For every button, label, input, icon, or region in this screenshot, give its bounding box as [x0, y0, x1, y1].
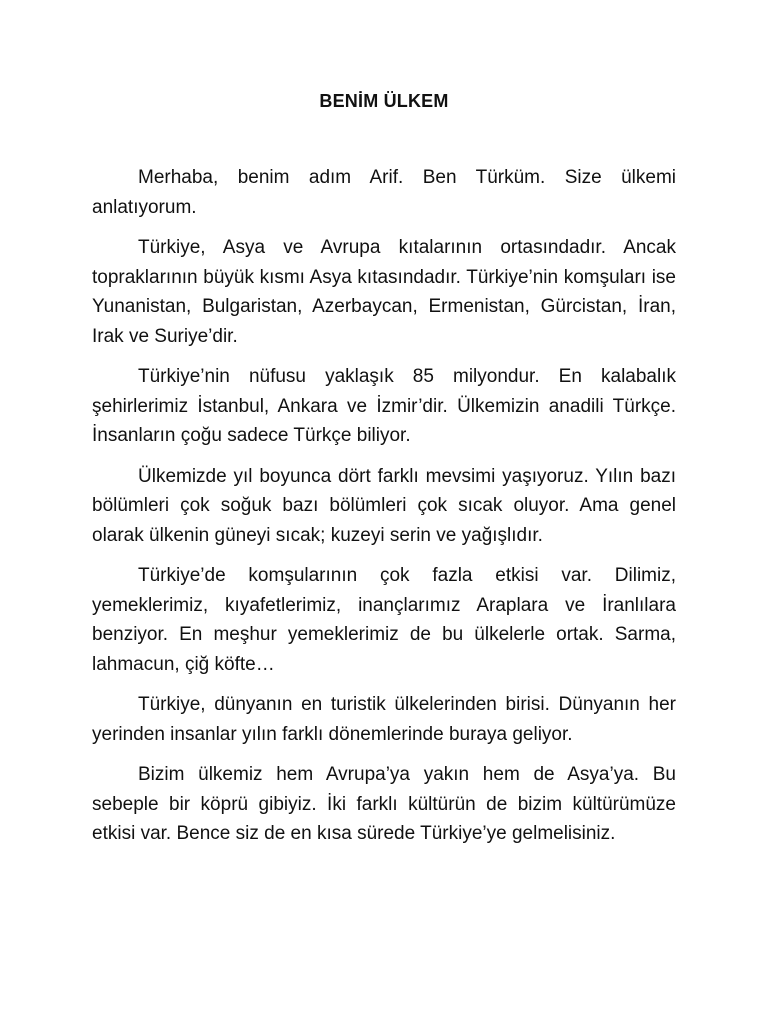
paragraph-neighbors-influence: Türkiye’de komşularının çok fazla etkisi var. Dilimiz, yemeklerimiz, kıyafetlerimiz, inançlarımız Araplara ve İranlılara benziyor. En meşhur yemeklerimiz de bu ülkelerle ortak. Sarma, lahmacun, çiğ köfte… [92, 565, 676, 675]
paragraph-climate: Ülkemizde yıl boyunca dört farklı mevsimi yaşıyoruz. Yılın bazı bölümleri çok soğuk bazı bölümleri çok sıcak oluyor. Ama genel olarak ülkenin güneyi sıcak; kuzeyi serin ve yağışlıdır. [92, 465, 676, 546]
paragraph-population: Türkiye’nin nüfusu yaklaşık 85 milyondur. En kalabalık şehirlerimiz İstanbul, Ankara ve İzmir’dir. Ülkemizin anadili Türkçe. İnsanların çoğu sadece Türkçe biliyor. [92, 366, 676, 446]
paragraph-tourism: Türkiye, dünyanın en turistik ülkelerinden birisi. Dünyanın her yerinden insanlar yılın farklı dönemlerinde buraya geliyor. [92, 694, 676, 745]
document-title: BENİM ÜLKEM [319, 91, 449, 111]
paragraph-intro: Merhaba, benim adım Arif. Ben Türküm. Size ülkemi anlatıyorum. [92, 167, 676, 218]
document-body [92, 163, 676, 860]
paragraph-bridge: Bizim ülkemiz hem Avrupa’ya yakın hem de Asya’ya. Bu sebeple bir köprü gibiyiz. İki farklı kültürün de bizim kültürümüze etkisi var. Bence siz de en kısa sürede Türkiye’ye gelmelisiniz. [92, 764, 676, 844]
paragraph-location: Türkiye, Asya ve Avrupa kıtalarının ortasındadır. Ancak topraklarının büyük kısmı Asya kıtasındadır. Türkiye’nin komşuları ise Yunanistan, Bulgaristan, Azerbaycan, Ermenistan, Gürcistan, İran, Irak ve Suriye’dir. [92, 237, 676, 347]
